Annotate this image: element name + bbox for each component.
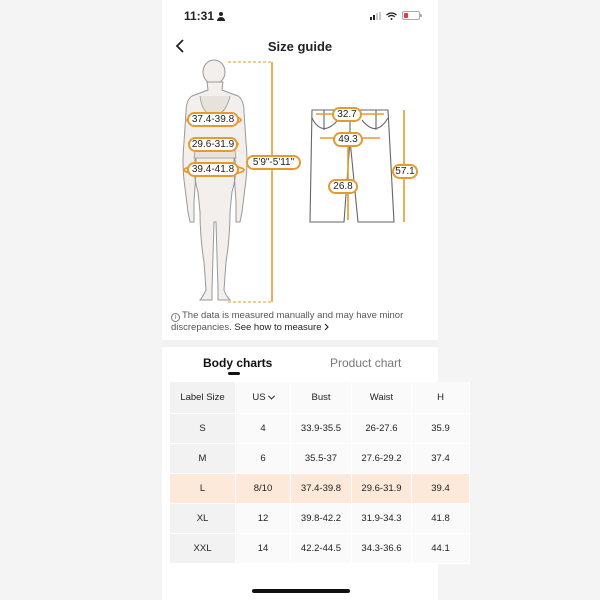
table-cell: 4 (236, 414, 291, 444)
pants-icon (310, 110, 394, 222)
table-cell: 6 (236, 444, 291, 474)
status-time-text: 11:31 (184, 9, 215, 23)
phone-screen (162, 0, 450, 600)
tab-body-charts[interactable]: Body charts (203, 356, 273, 370)
chart-tabs (162, 350, 438, 378)
header-us-text: US (252, 392, 266, 403)
table-cell: 27.6-29.2 (352, 444, 412, 474)
table-header-row (170, 382, 470, 414)
table-cell: 34.3-36.6 (352, 534, 412, 564)
table-cell: 44.1 (412, 534, 470, 564)
pants-waist-measurement: 32.7 (332, 107, 362, 122)
table-cell: S (170, 414, 236, 444)
table-cell: 35.9 (412, 414, 470, 444)
bust-measurement: 37.4-39.8 (187, 112, 239, 127)
header-waist: Waist (352, 382, 412, 414)
table-cell: 29.6-31.9 (352, 474, 412, 504)
header-bust: Bust (291, 382, 352, 414)
measurement-note (171, 310, 433, 334)
header (162, 34, 438, 60)
tab-product-chart[interactable]: Product chart (330, 356, 402, 370)
pants-hip-measurement: 49.3 (333, 132, 363, 147)
table-row (170, 444, 470, 474)
size-table (170, 382, 450, 564)
pants-length-measurement: 57.1 (392, 164, 418, 179)
home-indicator (252, 589, 350, 593)
table-cell: 41.8 (412, 504, 470, 534)
page-title: Size guide (267, 39, 333, 54)
chevron-right-icon (324, 323, 329, 331)
table-cell: 37.4-39.8 (291, 474, 352, 504)
table-cell: XL (170, 504, 236, 534)
note-text: The data is measured manually and may have minor discrepancies. (171, 310, 404, 333)
active-tab-indicator (228, 372, 240, 375)
height-measurement: 5'9"-5'11" (246, 155, 301, 170)
signal-icon (370, 12, 381, 20)
header-hips: H (412, 382, 470, 414)
table-cell: XXL (170, 534, 236, 564)
pants-inseam-measurement: 26.8 (328, 179, 358, 194)
table-cell: 39.8-42.2 (291, 504, 352, 534)
table-row (170, 474, 470, 504)
status-bar (162, 0, 438, 30)
table-row (170, 414, 470, 444)
table-row (170, 504, 470, 534)
section-divider (162, 340, 438, 347)
table-cell: 33.9-35.5 (291, 414, 352, 444)
person-icon (217, 12, 225, 21)
table-cell: 8/10 (236, 474, 291, 504)
table-cell: 37.4 (412, 444, 470, 474)
table-row (170, 534, 470, 564)
info-icon: i (171, 313, 180, 322)
chevron-down-icon (268, 393, 275, 400)
table-cell: 42.2-44.5 (291, 534, 352, 564)
table-cell: 12 (236, 504, 291, 534)
battery-icon (402, 11, 420, 20)
status-icons (370, 11, 420, 20)
see-how-to-measure-link[interactable] (234, 322, 329, 333)
status-time (184, 9, 225, 23)
measurement-figure (162, 62, 438, 308)
note-link-text: See how to measure (234, 322, 322, 333)
table-cell: 35.5-37 (291, 444, 352, 474)
table-cell: M (170, 444, 236, 474)
wifi-icon (386, 12, 397, 20)
header-us[interactable] (236, 382, 291, 414)
header-label-size: Label Size (170, 382, 236, 414)
table-cell: L (170, 474, 236, 504)
table-cell: 26-27.6 (352, 414, 412, 444)
table-cell: 14 (236, 534, 291, 564)
body-and-pants-illustration (162, 62, 438, 308)
table-cell: 39.4 (412, 474, 470, 504)
hips-measurement: 39.4-41.8 (187, 162, 239, 177)
table-cell: 31.9-34.3 (352, 504, 412, 534)
waist-measurement: 29.6-31.9 (188, 137, 238, 152)
